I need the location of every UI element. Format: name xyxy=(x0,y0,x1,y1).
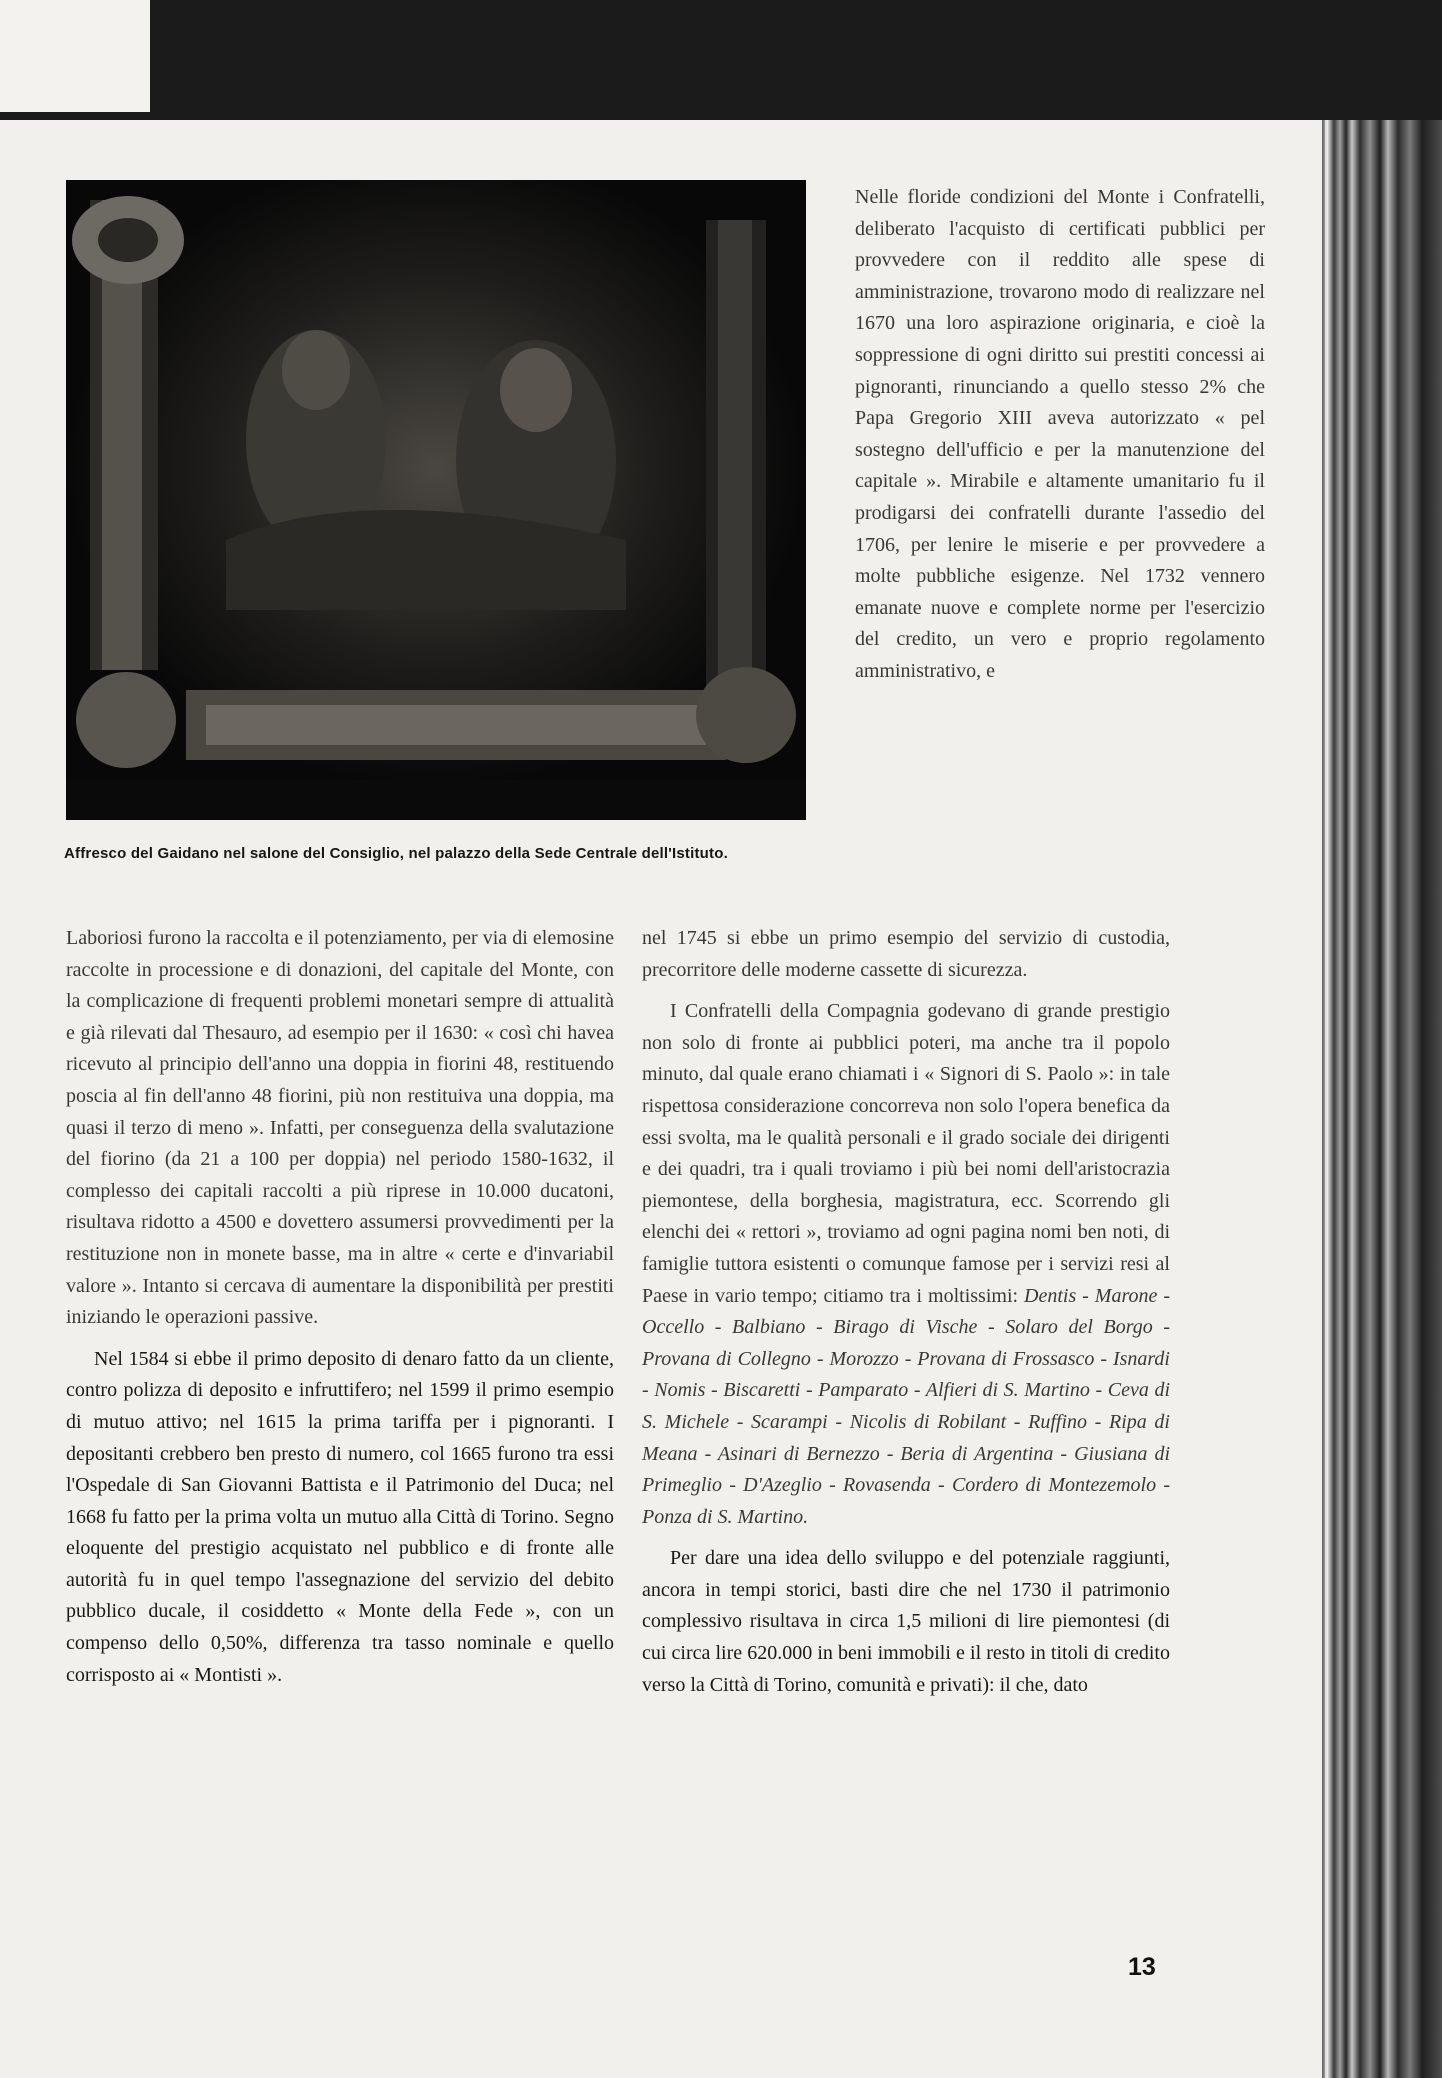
page-number: 13 xyxy=(1128,1953,1156,1981)
paragraph-1584: Nel 1584 si ebbe il primo deposito di denaro fatto da un cliente, contro polizza di deposito e infruttifero; nel 1599 il primo esempio di mutuo attivo; nel 1615 la prima tariffa per i pignoranti. I depositanti crebbero ben presto di numero, col 1665 furono tra essi l'Ospedale di San Giovanni Battista e il Patrimonio del Duca; nel 1668 fu fatto per la prima volta un mutuo alla Città di Torino. Segno eloquente del prestigio acquistato nel pubblico e di fronte alle autorità fu in quel tempo l'assegnazione del servizio del debito pubblico ducale, il cosiddetto « Monte della Fede », con un compenso dello 0,50%, differenza tra tasso nominale e quello corrisposto ai « Montisti ». xyxy=(66,1347,614,1686)
family-names-list: Dentis - Marone - Occello - Balbiano - Birago di Vische - Solaro del Borgo - Provana di Collegno - Morozzo - Provana di Frossasco - Isnardi - Nomis - Biscaretti - Pamparato - Alfieri di S. Martino - Ceva di S. Michele - Scarampi - Nicolis di Robilant - Ruffino - Ripa di Meana - Asinari di Bernezzo - Beria di Argentina - Giusiana di Primeglio - D'Azeglio - Rovasenda - Cordero di Montezemolo - Ponza di S. Martino. xyxy=(642,1284,1170,1528)
figure-caption: Affresco del Gaidano nel salone del Consiglio, nel palazzo della Sede Centrale dell'Istituto. xyxy=(64,845,728,862)
left-column xyxy=(66,923,614,1691)
paragraph-1745: nel 1745 si ebbe un primo esempio del servizio di custodia, precorritore delle moderne cassette di sicurezza. xyxy=(642,927,1170,981)
fresco-photograph xyxy=(66,180,806,820)
right-column-top xyxy=(855,182,1265,688)
scan-margin-top xyxy=(0,0,150,112)
page-edge-highlight xyxy=(1325,120,1328,2078)
right-column-bottom xyxy=(642,923,1170,1701)
book-binding-edge xyxy=(1322,120,1442,2078)
paragraph-confratelli xyxy=(642,996,1170,1533)
paragraph-sviluppo: Per dare una idea dello sviluppo e del potenziale raggiunti, ancora in tempi storici, basti dire che nel 1730 il patrimonio complessivo risultava in circa 1,5 milioni di lire piemontesi (di cui circa lire 620.000 in beni immobili e il resto in titoli di credito verso la Città di Torino, comunità e privati): il che, dato xyxy=(642,1547,1170,1696)
paragraph-confratelli-text: I Confratelli della Compagnia godevano di grande prestigio non solo di fronte ai pubblici poteri, ma anche tra il popolo minuto, dal quale erano chiamati i « Signori di S. Paolo »: in tale rispettosa considerazione concorreva non solo l'opera benefica da essi svolta, ma le qualità personali e il grado sociale dei dirigenti e dei quadri, tra i quali troviamo i più bei nomi dell'aristocrazia piemontese, della borghesia, magistratura, ecc. Scorrendo gli elenchi dei « rettori », troviamo ad ogni pagina nomi ben noti, di famiglie tuttora esistenti o comunque famose per i servizi resi al Paese in vario tempo; citiamo tra i moltissimi: xyxy=(642,1000,1170,1307)
paragraph-laboriosi: Laboriosi furono la raccolta e il potenziamento, per via di elemosine raccolte in processione e di donazioni, del capitale del Monte, con la complicazione di frequenti problemi monetari sempre di attualità e già rilevati dal Thesauro, ad esempio per il 1630: « così chi havea ricevuto al principio dell'anno una doppia in fiorini 48, restituendo poscia al fin dell'anno 48 fiorini, più non restituiva una doppia, ma quasi il terzo di meno ». Infatti, per conseguenza della svalutazione del fiorino (da 21 a 100 per doppia) nel periodo 1580-1632, il complesso dei capitali raccolti a più riprese in 10.000 ducatoni, risultava ridotto a 4500 e dovettero assumersi provvedimenti per la restituzione non in monete basse, ma in altre « certe e d'invariabil valore ». Intanto si cercava di aumentare la disponibilità per prestiti iniziando le operazioni passive. xyxy=(66,927,614,1329)
paragraph-monte-conditions: Nelle floride condizioni del Monte i Confratelli, deliberato l'acquisto di certificati pubblici per provvedere con il reddito alle spese di amministrazione, trovarono modo di realizzare nel 1670 una loro aspirazione originaria, e cioè la soppressione di ogni diritto sui prestiti concessi ai pignoranti, rinunciando a quello stesso 2% che Papa Gregorio XIII aveva autorizzato « pel sostegno dell'ufficio e per la manutenzione del capitale ». Mirabile e altamente umanitario fu il prodigarsi dei confratelli durante l'assedio del 1706, per lenire le miserie e per provvedere a molte pubbliche esigenze. Nel 1732 vennero emanate nuove e complete norme per l'esercizio del credito, un vero e proprio regolamento amministrativo, e xyxy=(855,186,1265,682)
fresco-image xyxy=(66,180,806,820)
